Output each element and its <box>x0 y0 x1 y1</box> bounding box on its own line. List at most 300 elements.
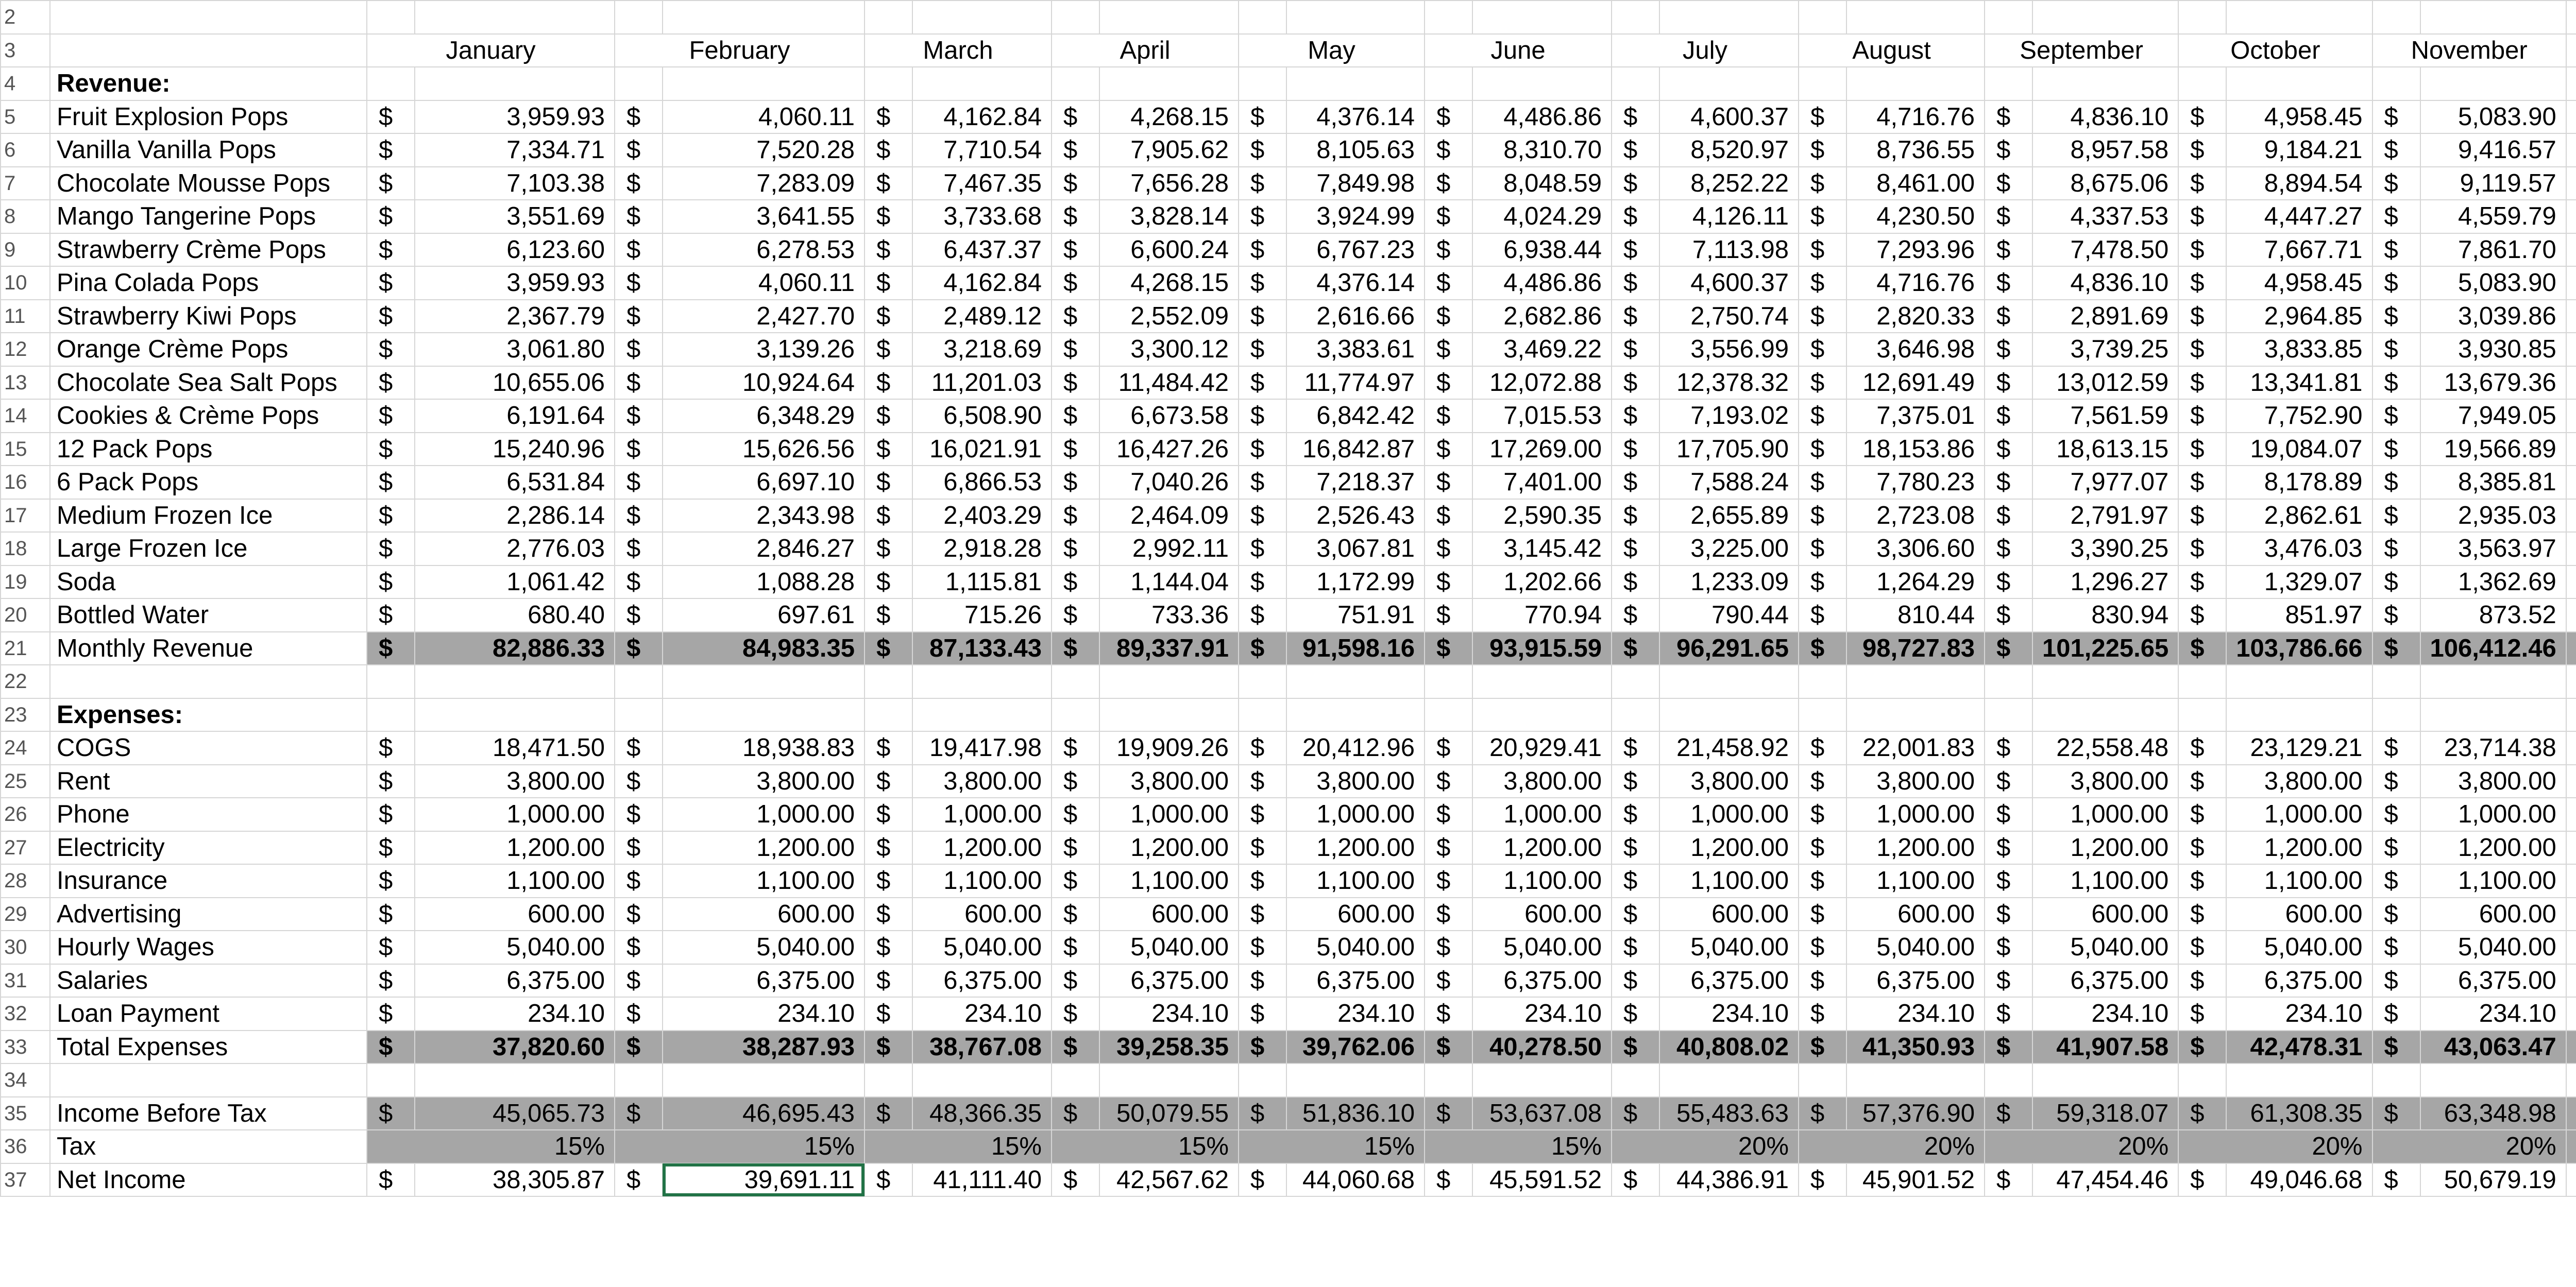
currency-symbol[interactable]: $ <box>2178 831 2226 865</box>
value-cell[interactable]: 22,558.48 <box>2032 731 2178 765</box>
empty-cell[interactable] <box>2178 665 2226 698</box>
currency-symbol[interactable]: $ <box>1799 798 1846 831</box>
currency-symbol[interactable]: $ <box>1239 1031 1286 1064</box>
currency-symbol[interactable] <box>2566 167 2576 200</box>
value-cell[interactable]: 4,060.11 <box>663 266 865 300</box>
currency-symbol[interactable]: $ <box>1425 433 1472 466</box>
row-number[interactable]: 17 <box>1 499 50 533</box>
value-cell[interactable]: 600.00 <box>415 898 615 931</box>
month-header[interactable]: April <box>1052 34 1239 67</box>
value-cell[interactable]: 1,200.00 <box>1659 831 1799 865</box>
currency-symbol[interactable]: $ <box>2178 798 2226 831</box>
value-cell[interactable]: 3,800.00 <box>1659 765 1799 798</box>
value-cell[interactable]: 18,613.15 <box>2032 433 2178 466</box>
currency-symbol[interactable]: $ <box>1985 598 2032 632</box>
currency-symbol[interactable]: $ <box>1239 798 1286 831</box>
currency-symbol[interactable]: $ <box>1799 964 1846 998</box>
currency-symbol[interactable]: $ <box>367 864 415 898</box>
empty-cell[interactable] <box>2032 1063 2178 1097</box>
value-cell[interactable]: 600.00 <box>912 898 1052 931</box>
value-cell[interactable]: 600.00 <box>1846 898 1985 931</box>
currency-symbol[interactable]: $ <box>1052 233 1099 267</box>
value-cell[interactable]: 8,385.81 <box>2420 466 2566 499</box>
value-cell[interactable]: 6,697.10 <box>663 466 865 499</box>
value-cell[interactable]: 11,774.97 <box>1286 366 1425 400</box>
value-cell[interactable]: 1,200.00 <box>2032 831 2178 865</box>
currency-symbol[interactable]: $ <box>865 1097 912 1130</box>
currency-symbol[interactable]: $ <box>367 300 415 333</box>
currency-symbol[interactable]: $ <box>615 133 663 167</box>
currency-symbol[interactable]: $ <box>1985 366 2032 400</box>
tax-rate-cell[interactable]: 20% <box>2178 1130 2372 1163</box>
row-number[interactable]: 26 <box>1 798 50 831</box>
row-label[interactable]: Income Before Tax <box>50 1097 367 1130</box>
currency-symbol[interactable]: $ <box>865 233 912 267</box>
empty-cell[interactable] <box>1846 698 1985 732</box>
empty-cell[interactable] <box>2566 698 2576 732</box>
currency-symbol[interactable]: $ <box>367 233 415 267</box>
currency-symbol[interactable]: $ <box>367 100 415 134</box>
value-cell[interactable]: 8,520.97 <box>1659 133 1799 167</box>
value-cell[interactable]: 21,458.92 <box>1659 731 1799 765</box>
value-cell[interactable]: 6,437.37 <box>912 233 1052 267</box>
value-cell[interactable]: 4,716.76 <box>1846 100 1985 134</box>
value-cell[interactable]: 3,800.00 <box>1472 765 1612 798</box>
value-cell[interactable]: 234.10 <box>1659 997 1799 1031</box>
currency-symbol[interactable]: $ <box>2372 532 2420 565</box>
currency-symbol[interactable]: $ <box>2178 632 2226 665</box>
row-number[interactable]: 14 <box>1 399 50 433</box>
month-header[interactable]: May <box>1239 34 1425 67</box>
currency-symbol[interactable]: $ <box>2178 731 2226 765</box>
currency-symbol[interactable]: $ <box>1612 931 1659 964</box>
value-cell[interactable]: 6,375.00 <box>2032 964 2178 998</box>
row-number[interactable]: 2 <box>1 1 50 34</box>
row-number[interactable]: 27 <box>1 831 50 865</box>
empty-cell[interactable] <box>2420 67 2566 100</box>
currency-symbol[interactable]: $ <box>1425 864 1472 898</box>
currency-symbol[interactable]: $ <box>1052 565 1099 599</box>
value-cell[interactable]: 1,100.00 <box>415 864 615 898</box>
currency-symbol[interactable]: $ <box>865 931 912 964</box>
row-label[interactable]: Strawberry Kiwi Pops <box>50 300 367 333</box>
value-cell[interactable]: 1,100.00 <box>2420 864 2566 898</box>
value-cell[interactable]: 5,083.90 <box>2420 100 2566 134</box>
currency-symbol[interactable]: $ <box>1425 565 1472 599</box>
currency-symbol[interactable]: $ <box>865 598 912 632</box>
currency-symbol[interactable]: $ <box>367 798 415 831</box>
empty-cell[interactable] <box>1985 1063 2032 1097</box>
currency-symbol[interactable]: $ <box>2178 598 2226 632</box>
month-header[interactable]: January <box>367 34 615 67</box>
currency-symbol[interactable] <box>2566 433 2576 466</box>
value-cell[interactable]: 7,780.23 <box>1846 466 1985 499</box>
currency-symbol[interactable]: $ <box>1239 100 1286 134</box>
currency-symbol[interactable]: $ <box>1612 565 1659 599</box>
value-cell[interactable]: 9,416.57 <box>2420 133 2566 167</box>
empty-cell[interactable] <box>367 1 415 34</box>
currency-symbol[interactable]: $ <box>1239 233 1286 267</box>
value-cell[interactable]: 600.00 <box>1099 898 1239 931</box>
empty-cell[interactable] <box>1286 665 1425 698</box>
currency-symbol[interactable]: $ <box>1052 167 1099 200</box>
value-cell[interactable]: 4,447.27 <box>2226 200 2372 233</box>
value-cell[interactable]: 1,000.00 <box>415 798 615 831</box>
value-cell[interactable]: 4,958.45 <box>2226 266 2372 300</box>
value-cell[interactable]: 770.94 <box>1472 598 1612 632</box>
currency-symbol[interactable]: $ <box>2178 300 2226 333</box>
value-cell[interactable]: 1,000.00 <box>1846 798 1985 831</box>
value-cell[interactable]: 6,375.00 <box>2420 964 2566 998</box>
empty-cell[interactable] <box>1799 67 1846 100</box>
value-cell[interactable]: 2,367.79 <box>415 300 615 333</box>
currency-symbol[interactable]: $ <box>1052 399 1099 433</box>
empty-cell[interactable] <box>615 698 663 732</box>
currency-symbol[interactable]: $ <box>2178 366 2226 400</box>
empty-cell[interactable] <box>2178 1063 2226 1097</box>
value-cell[interactable]: 6,278.53 <box>663 233 865 267</box>
value-cell[interactable]: 15,626.56 <box>663 433 865 466</box>
row-label[interactable]: Tax <box>50 1130 367 1163</box>
value-cell[interactable]: 234.10 <box>1286 997 1425 1031</box>
empty-cell[interactable] <box>2032 67 2178 100</box>
currency-symbol[interactable]: $ <box>865 731 912 765</box>
empty-cell[interactable] <box>1052 67 1099 100</box>
value-cell[interactable]: 2,964.85 <box>2226 300 2372 333</box>
currency-symbol[interactable]: $ <box>2178 433 2226 466</box>
row-number[interactable]: 34 <box>1 1063 50 1097</box>
currency-symbol[interactable]: $ <box>2178 499 2226 533</box>
value-cell[interactable]: 3,800.00 <box>1846 765 1985 798</box>
value-cell[interactable]: 3,739.25 <box>2032 333 2178 366</box>
currency-symbol[interactable]: $ <box>1612 333 1659 366</box>
currency-symbol[interactable]: $ <box>367 333 415 366</box>
empty-cell[interactable] <box>2372 665 2420 698</box>
value-cell[interactable]: 234.10 <box>1099 997 1239 1031</box>
row-label[interactable]: Strawberry Crème Pops <box>50 233 367 267</box>
value-cell[interactable]: 234.10 <box>2226 997 2372 1031</box>
currency-symbol[interactable]: $ <box>615 300 663 333</box>
currency-symbol[interactable]: $ <box>1052 366 1099 400</box>
value-cell[interactable]: 4,230.50 <box>1846 200 1985 233</box>
value-cell[interactable]: 3,300.12 <box>1099 333 1239 366</box>
value-cell[interactable]: 45,901.52 <box>1846 1163 1985 1197</box>
currency-symbol[interactable]: $ <box>367 366 415 400</box>
currency-symbol[interactable] <box>2566 1163 2576 1197</box>
empty-cell[interactable] <box>1099 1063 1239 1097</box>
row-number[interactable]: 23 <box>1 698 50 732</box>
empty-cell[interactable] <box>50 1063 367 1097</box>
empty-cell[interactable] <box>1286 67 1425 100</box>
value-cell[interactable]: 600.00 <box>1286 898 1425 931</box>
empty-cell[interactable] <box>2372 1 2420 34</box>
currency-symbol[interactable]: $ <box>2178 133 2226 167</box>
empty-cell[interactable] <box>1286 1063 1425 1097</box>
row-number[interactable]: 31 <box>1 964 50 998</box>
value-cell[interactable]: 17,705.90 <box>1659 433 1799 466</box>
currency-symbol[interactable]: $ <box>1425 598 1472 632</box>
value-cell[interactable]: 93,915.59 <box>1472 632 1612 665</box>
value-cell[interactable]: 46,695.43 <box>663 1097 865 1130</box>
value-cell[interactable]: 37,820.60 <box>415 1031 615 1064</box>
currency-symbol[interactable]: $ <box>2372 266 2420 300</box>
empty-cell[interactable] <box>1425 67 1472 100</box>
currency-symbol[interactable]: $ <box>1612 433 1659 466</box>
currency-symbol[interactable]: $ <box>2372 765 2420 798</box>
currency-symbol[interactable]: $ <box>1799 598 1846 632</box>
currency-symbol[interactable]: $ <box>615 399 663 433</box>
currency-symbol[interactable]: $ <box>1052 433 1099 466</box>
row-number[interactable]: 24 <box>1 731 50 765</box>
value-cell[interactable]: 47,454.46 <box>2032 1163 2178 1197</box>
value-cell[interactable]: 61,308.35 <box>2226 1097 2372 1130</box>
value-cell[interactable]: 7,949.05 <box>2420 399 2566 433</box>
empty-cell[interactable] <box>865 698 912 732</box>
value-cell[interactable]: 2,935.03 <box>2420 499 2566 533</box>
value-cell[interactable]: 3,139.26 <box>663 333 865 366</box>
value-cell[interactable]: 48,366.35 <box>912 1097 1052 1130</box>
value-cell[interactable]: 3,225.00 <box>1659 532 1799 565</box>
empty-cell[interactable] <box>865 665 912 698</box>
currency-symbol[interactable]: $ <box>1425 1163 1472 1197</box>
value-cell[interactable]: 1,202.66 <box>1472 565 1612 599</box>
row-number[interactable]: 7 <box>1 167 50 200</box>
value-cell[interactable]: 1,200.00 <box>1846 831 1985 865</box>
month-header[interactable]: July <box>1612 34 1799 67</box>
value-cell[interactable]: 2,820.33 <box>1846 300 1985 333</box>
value-cell[interactable]: 96,291.65 <box>1659 632 1799 665</box>
empty-cell[interactable] <box>663 698 865 732</box>
value-cell[interactable]: 39,691.11 <box>663 1163 865 1197</box>
currency-symbol[interactable]: $ <box>865 499 912 533</box>
currency-symbol[interactable]: $ <box>1239 1097 1286 1130</box>
value-cell[interactable]: 680.40 <box>415 598 615 632</box>
row-number[interactable]: 9 <box>1 233 50 267</box>
value-cell[interactable]: 2,616.66 <box>1286 300 1425 333</box>
value-cell[interactable]: 3,833.85 <box>2226 333 2372 366</box>
value-cell[interactable]: 10,924.64 <box>663 366 865 400</box>
value-cell[interactable]: 41,111.40 <box>912 1163 1052 1197</box>
currency-symbol[interactable]: $ <box>1799 731 1846 765</box>
row-label[interactable]: Bottled Water <box>50 598 367 632</box>
currency-symbol[interactable]: $ <box>1239 433 1286 466</box>
value-cell[interactable]: 8,105.63 <box>1286 133 1425 167</box>
row-label[interactable]: Loan Payment <box>50 997 367 1031</box>
currency-symbol[interactable]: $ <box>615 167 663 200</box>
value-cell[interactable]: 63,348.98 <box>2420 1097 2566 1130</box>
value-cell[interactable]: 2,526.43 <box>1286 499 1425 533</box>
empty-cell[interactable] <box>1425 1 1472 34</box>
currency-symbol[interactable]: $ <box>615 798 663 831</box>
value-cell[interactable]: 55,483.63 <box>1659 1097 1799 1130</box>
currency-symbol[interactable]: $ <box>1612 864 1659 898</box>
empty-cell[interactable] <box>2032 1 2178 34</box>
value-cell[interactable]: 3,959.93 <box>415 266 615 300</box>
empty-cell[interactable] <box>2178 67 2226 100</box>
currency-symbol[interactable]: $ <box>1239 632 1286 665</box>
month-header[interactable] <box>2566 34 2576 67</box>
value-cell[interactable]: 7,113.98 <box>1659 233 1799 267</box>
currency-symbol[interactable]: $ <box>2372 1031 2420 1064</box>
value-cell[interactable]: 41,350.93 <box>1846 1031 1985 1064</box>
currency-symbol[interactable]: $ <box>1425 632 1472 665</box>
currency-symbol[interactable]: $ <box>2372 100 2420 134</box>
value-cell[interactable]: 4,600.37 <box>1659 100 1799 134</box>
empty-cell[interactable] <box>50 34 367 67</box>
empty-cell[interactable] <box>663 665 865 698</box>
month-header[interactable]: August <box>1799 34 1985 67</box>
value-cell[interactable]: 19,417.98 <box>912 731 1052 765</box>
empty-cell[interactable] <box>2420 1063 2566 1097</box>
value-cell[interactable]: 7,478.50 <box>2032 233 2178 267</box>
value-cell[interactable]: 11,201.03 <box>912 366 1052 400</box>
currency-symbol[interactable]: $ <box>865 466 912 499</box>
value-cell[interactable]: 5,040.00 <box>1099 931 1239 964</box>
currency-symbol[interactable]: $ <box>1612 632 1659 665</box>
value-cell[interactable]: 600.00 <box>663 898 865 931</box>
value-cell[interactable]: 7,103.38 <box>415 167 615 200</box>
row-label[interactable]: Vanilla Vanilla Pops <box>50 133 367 167</box>
value-cell[interactable]: 1,115.81 <box>912 565 1052 599</box>
currency-symbol[interactable]: $ <box>865 632 912 665</box>
empty-cell[interactable] <box>1799 1063 1846 1097</box>
currency-symbol[interactable]: $ <box>1985 798 2032 831</box>
currency-symbol[interactable]: $ <box>2372 133 2420 167</box>
value-cell[interactable]: 234.10 <box>2420 997 2566 1031</box>
currency-symbol[interactable]: $ <box>2178 266 2226 300</box>
currency-symbol[interactable]: $ <box>367 997 415 1031</box>
empty-cell[interactable] <box>2032 698 2178 732</box>
value-cell[interactable]: 1,100.00 <box>1286 864 1425 898</box>
value-cell[interactable]: 42,478.31 <box>2226 1031 2372 1064</box>
currency-symbol[interactable]: $ <box>2372 300 2420 333</box>
value-cell[interactable]: 4,836.10 <box>2032 266 2178 300</box>
empty-cell[interactable] <box>1472 665 1612 698</box>
empty-cell[interactable] <box>1846 67 1985 100</box>
value-cell[interactable]: 7,861.70 <box>2420 233 2566 267</box>
value-cell[interactable]: 1,200.00 <box>912 831 1052 865</box>
month-header[interactable]: October <box>2178 34 2372 67</box>
currency-symbol[interactable]: $ <box>367 1097 415 1130</box>
currency-symbol[interactable]: $ <box>1425 167 1472 200</box>
currency-symbol[interactable] <box>2566 1031 2576 1064</box>
currency-symbol[interactable]: $ <box>615 997 663 1031</box>
row-label[interactable]: Hourly Wages <box>50 931 367 964</box>
currency-symbol[interactable]: $ <box>1612 898 1659 931</box>
value-cell[interactable]: 851.97 <box>2226 598 2372 632</box>
empty-cell[interactable] <box>1052 1 1099 34</box>
value-cell[interactable]: 2,862.61 <box>2226 499 2372 533</box>
currency-symbol[interactable]: $ <box>1052 200 1099 233</box>
currency-symbol[interactable]: $ <box>2372 598 2420 632</box>
value-cell[interactable]: 234.10 <box>663 997 865 1031</box>
value-cell[interactable]: 2,750.74 <box>1659 300 1799 333</box>
value-cell[interactable]: 2,489.12 <box>912 300 1052 333</box>
empty-cell[interactable] <box>50 1 367 34</box>
currency-symbol[interactable]: $ <box>2178 1097 2226 1130</box>
currency-symbol[interactable]: $ <box>1985 167 2032 200</box>
currency-symbol[interactable]: $ <box>2372 898 2420 931</box>
value-cell[interactable]: 234.10 <box>415 997 615 1031</box>
currency-symbol[interactable]: $ <box>367 499 415 533</box>
value-cell[interactable]: 1,100.00 <box>1659 864 1799 898</box>
currency-symbol[interactable]: $ <box>1612 731 1659 765</box>
empty-cell[interactable] <box>1239 1063 1286 1097</box>
currency-symbol[interactable]: $ <box>865 100 912 134</box>
currency-symbol[interactable]: $ <box>1799 532 1846 565</box>
currency-symbol[interactable]: $ <box>1612 1163 1659 1197</box>
empty-cell[interactable] <box>663 1063 865 1097</box>
value-cell[interactable]: 8,461.00 <box>1846 167 1985 200</box>
currency-symbol[interactable]: $ <box>1612 200 1659 233</box>
value-cell[interactable]: 16,842.87 <box>1286 433 1425 466</box>
value-cell[interactable]: 1,100.00 <box>2226 864 2372 898</box>
currency-symbol[interactable]: $ <box>1799 399 1846 433</box>
currency-symbol[interactable]: $ <box>1239 200 1286 233</box>
currency-symbol[interactable]: $ <box>1239 931 1286 964</box>
value-cell[interactable]: 50,079.55 <box>1099 1097 1239 1130</box>
currency-symbol[interactable]: $ <box>865 898 912 931</box>
row-number[interactable]: 11 <box>1 300 50 333</box>
currency-symbol[interactable]: $ <box>2372 831 2420 865</box>
row-label[interactable]: Large Frozen Ice <box>50 532 367 565</box>
value-cell[interactable]: 1,144.04 <box>1099 565 1239 599</box>
currency-symbol[interactable]: $ <box>2372 565 2420 599</box>
value-cell[interactable]: 43,063.47 <box>2420 1031 2566 1064</box>
currency-symbol[interactable]: $ <box>2178 997 2226 1031</box>
currency-symbol[interactable]: $ <box>367 964 415 998</box>
currency-symbol[interactable]: $ <box>1799 1097 1846 1130</box>
value-cell[interactable]: 1,000.00 <box>1286 798 1425 831</box>
currency-symbol[interactable]: $ <box>1425 233 1472 267</box>
currency-symbol[interactable]: $ <box>2178 333 2226 366</box>
value-cell[interactable]: 39,762.06 <box>1286 1031 1425 1064</box>
currency-symbol[interactable]: $ <box>2178 233 2226 267</box>
currency-symbol[interactable]: $ <box>2178 565 2226 599</box>
value-cell[interactable]: 3,383.61 <box>1286 333 1425 366</box>
currency-symbol[interactable]: $ <box>1052 765 1099 798</box>
currency-symbol[interactable]: $ <box>1239 1163 1286 1197</box>
currency-symbol[interactable]: $ <box>367 399 415 433</box>
empty-cell[interactable] <box>2032 665 2178 698</box>
currency-symbol[interactable] <box>2566 532 2576 565</box>
currency-symbol[interactable]: $ <box>615 499 663 533</box>
value-cell[interactable]: 8,252.22 <box>1659 167 1799 200</box>
currency-symbol[interactable]: $ <box>367 167 415 200</box>
currency-symbol[interactable]: $ <box>367 731 415 765</box>
currency-symbol[interactable]: $ <box>1425 499 1472 533</box>
value-cell[interactable]: 4,126.11 <box>1659 200 1799 233</box>
month-header[interactable]: February <box>615 34 865 67</box>
row-number[interactable]: 29 <box>1 898 50 931</box>
value-cell[interactable]: 7,520.28 <box>663 133 865 167</box>
currency-symbol[interactable]: $ <box>1052 898 1099 931</box>
currency-symbol[interactable]: $ <box>1239 598 1286 632</box>
currency-symbol[interactable]: $ <box>2372 233 2420 267</box>
currency-symbol[interactable]: $ <box>1052 133 1099 167</box>
value-cell[interactable]: 6,191.64 <box>415 399 615 433</box>
row-number[interactable]: 12 <box>1 333 50 366</box>
currency-symbol[interactable]: $ <box>1052 997 1099 1031</box>
value-cell[interactable]: 234.10 <box>1472 997 1612 1031</box>
currency-symbol[interactable]: $ <box>615 864 663 898</box>
value-cell[interactable]: 1,264.29 <box>1846 565 1985 599</box>
value-cell[interactable]: 13,012.59 <box>2032 366 2178 400</box>
currency-symbol[interactable]: $ <box>1052 1163 1099 1197</box>
value-cell[interactable]: 2,427.70 <box>663 300 865 333</box>
empty-cell[interactable] <box>415 698 615 732</box>
value-cell[interactable]: 2,464.09 <box>1099 499 1239 533</box>
